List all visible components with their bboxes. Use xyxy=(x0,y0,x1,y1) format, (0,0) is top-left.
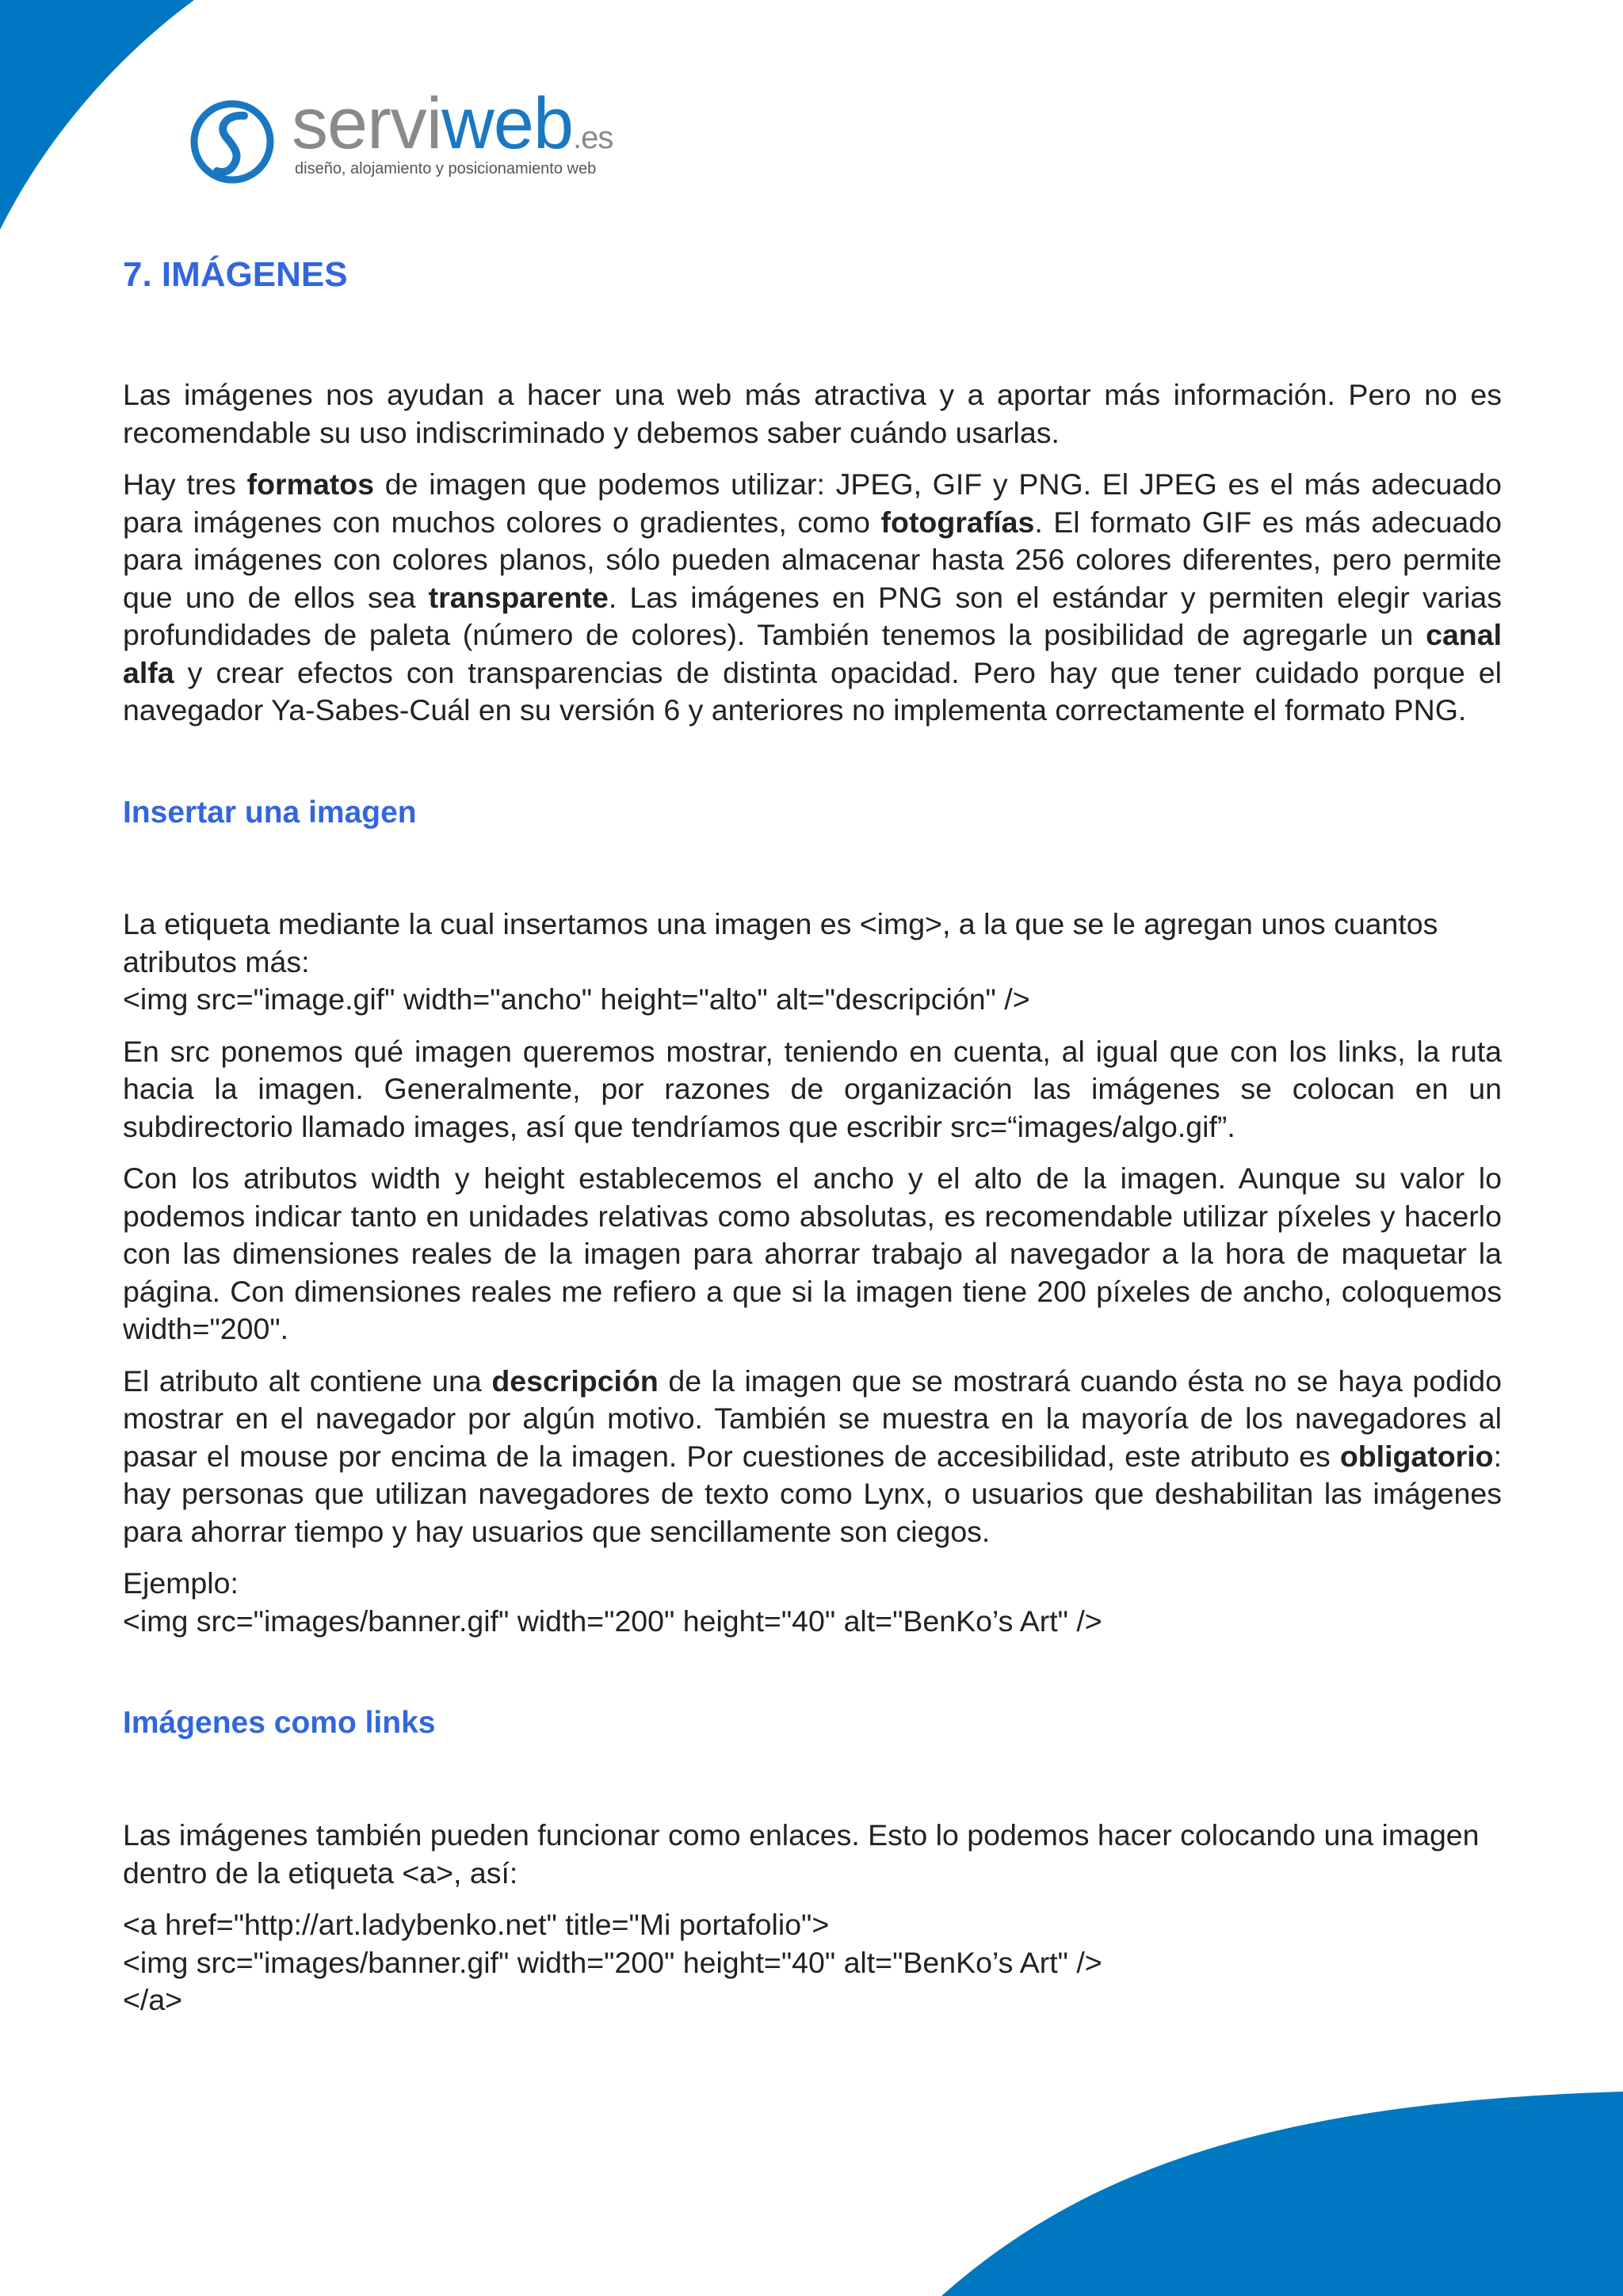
insert-paragraph-3: Con los atributos width y height establecemos el ancho y el alto de la imagen. Aunque su valor lo podemos indicar tanto en unidades relativas como absolutas, es recomendable utilizar píxeles y hacerlo con las dimensiones reales de la imagen para ahorrar trabajo al navegador a la hora de maquetar la página. Con dimensiones reales me refiero a que si la imagen tiene 200 píxeles de ancho, coloquemos width="200". xyxy=(123,1161,1502,1346)
insert-paragraph-2: En src ponemos qué imagen queremos mostrar, teniendo en cuenta, al igual que con los links, la ruta hacia la imagen. Generalmente, por razones de organización las imágenes se colocan en un subdirectorio llamado images, así que tendríamos que escribir src=“images/algo.gif”. xyxy=(123,1034,1502,1143)
links-paragraph-1: Las imágenes también pueden funcionar como enlaces. Esto lo podemos hacer colocando una imagen dentro de la etiqueta <a>, así: xyxy=(123,1818,1480,1890)
logo-word-servi: servi xyxy=(292,83,442,164)
logo-tagline: diseño, alojamiento y posicionamiento web xyxy=(295,160,597,177)
example-label: Ejemplo: xyxy=(123,1566,239,1600)
document-body xyxy=(123,252,1502,2034)
links-code-line-3: </a> xyxy=(123,1983,183,2017)
insert-paragraph-1: La etiqueta mediante la cual insertamos una imagen es <img>, a la que se le agregan unos cuantos atributos más: <img src="image.gif" width="ancho" height="alto" alt="descripción" /> xyxy=(123,906,1502,1019)
page-title: 7. IMÁGENES xyxy=(123,255,348,294)
section-heading-images-as-links: Imágenes como links xyxy=(123,1706,436,1741)
logo-word-web: web xyxy=(441,83,574,164)
example-code: <img src="images/banner.gif" width="200" height="40" alt="BenKo’s Art" /> xyxy=(123,1604,1102,1638)
intro-paragraph-2: Hay tres formatos de imagen que podemos utilizar: JPEG, GIF y PNG. El JPEG es el más adecuado para imágenes con muchos colores o gradientes, como fotografías. El formato GIF es más adecuado para imágenes con colores planos, sólo pueden almacenar hasta 256 colores diferentes, pero permite que uno de ellos sea transparente. Las imágenes en PNG son el estándar y permiten elegir varias profundidades de paleta (número de colores). También tenemos la posibilidad de agregarle un canal alfa y crear efectos con transparencias de distinta opacidad. Pero hay que tener cuidado porque el navegador Ya-Sabes-Cuál en su versión 6 y anteriores no implementa correctamente el formato PNG. xyxy=(123,467,1502,727)
serviweb-logo-icon xyxy=(189,98,276,185)
serviweb-logo[interactable] xyxy=(189,83,632,189)
links-code-line-1: <a href="http://art.ladybenko.net" title="Mi portafolio"> xyxy=(123,1908,830,1942)
logo-word-tld: .es xyxy=(573,120,613,155)
links-code-line-2: <img src="images/banner.gif" width="200" height="40" alt="BenKo’s Art" /> xyxy=(123,1945,1102,1979)
top-left-corner-decoration xyxy=(0,0,206,238)
logo-wordmark xyxy=(292,83,613,164)
insert-code-example: <img src="image.gif" width="ancho" height="alto" alt="descripción" /> xyxy=(123,982,1030,1016)
section-heading-insert-image: Insertar una imagen xyxy=(123,795,417,830)
insert-paragraph-4: El atributo alt contiene una descripción de la imagen que se mostrará cuando ésta no se haya podido mostrar en el navegador por algún motivo. También se muestra en la mayoría de los navegadores al pasar el mouse por encima de la imagen. Por cuestiones de accesibilidad, este atributo es obligatorio: hay personas que utilizan navegadores de texto como Lynx, o usuarios que deshabilitan las imágenes para ahorrar tiempo y hay usuarios que sencillamente son ciegos. xyxy=(123,1363,1502,1548)
bottom-right-corner-decoration xyxy=(941,2082,1623,2296)
example-block xyxy=(123,1565,1502,1640)
links-code-block xyxy=(123,1906,1502,2019)
intro-paragraph-1: Las imágenes nos ayudan a hacer una web más atractiva y a aportar más información. Pero no es recomendable su uso indiscriminado y debemos saber cuándo usarlas. xyxy=(123,378,1502,449)
